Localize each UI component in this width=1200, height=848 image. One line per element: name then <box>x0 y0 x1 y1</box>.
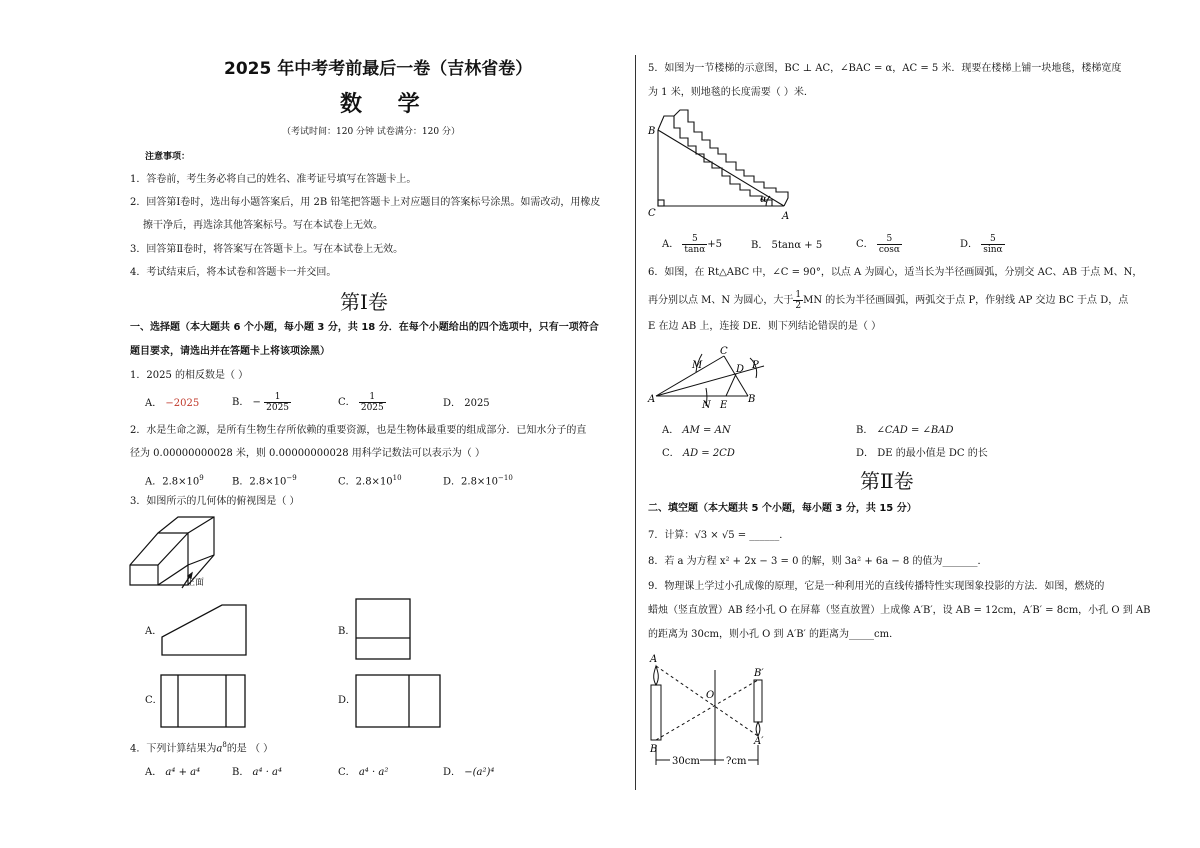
q1-d-value: 2025 <box>464 398 490 409</box>
section2-heading: 二、填空题（本大题共 5 个小题，每小题 3 分，共 15 分） <box>648 503 917 514</box>
q3-option-d-figure[interactable] <box>355 674 445 729</box>
q1-a-value: −2025 <box>165 398 200 409</box>
q5-option-d[interactable]: D． $\frac{5}{\sin\alpha}$ <box>960 234 1003 255</box>
q3-option-d-label[interactable]: D． <box>338 695 357 706</box>
q4-option-c[interactable]: C． a⁴ · a² <box>338 767 389 778</box>
q1-option-c[interactable] <box>338 388 386 418</box>
q3-option-c-label[interactable]: C． <box>145 695 163 706</box>
q6-label-C: C <box>720 346 728 357</box>
q1-b-fraction: $\frac{1}{2025}$ <box>266 392 290 413</box>
q6-stem-line2: 再分别以点 M、N 为圆心，大于 $\frac{1}{2}$ MN 的长为半径画圆弧，两弧交于点 P，作射线 AP 交边 BC 于点 D，点 <box>648 290 1129 311</box>
q9-stem-line1: 9．物理课上学过小孔成像的原理，它是一种利用光的直线传播特性实现图象投影的方法．如图，燃烧的 <box>648 581 1105 592</box>
q5-option-b[interactable]: B． 5tanα + 5 <box>751 240 823 251</box>
q3-option-a-label[interactable]: A． <box>145 626 163 637</box>
q1-d-label: D． <box>443 398 462 409</box>
note-item-1: 1．答卷前，考生务必将自己的姓名、准考证号填写在答题卡上。 <box>130 174 417 185</box>
q9-label-Aprime: A′ <box>754 736 764 747</box>
q6-label-P: P <box>752 360 759 371</box>
note-item-2-cont: 擦干净后，再选涂其他答案标号。写在本试卷上无效。 <box>143 220 383 231</box>
part2-title: 第Ⅱ卷 <box>860 469 914 493</box>
q7-stem: 7．计算：√3 × √5 = ______． <box>648 530 790 541</box>
q1-a-label: A． <box>145 398 163 409</box>
q4-stem: 4．下列计算结果为$a^8$的是 （ ） <box>130 741 274 755</box>
q5-label-B: B <box>648 126 656 137</box>
q5-stairs-figure <box>648 108 808 223</box>
q2-option-c[interactable]: C．$2.8\times 10^{10}$ <box>338 474 402 488</box>
q6-label-B: B <box>748 394 756 405</box>
q2-stem-line1: 2．水是生命之源，是所有生物生存所依赖的重要资源，也是生物体最重要的组成部分．已知水分子的直 <box>130 425 587 436</box>
note-item-3: 3．回答第Ⅱ卷时，将答案写在答题卡上。写在本试卷上无效。 <box>130 244 404 255</box>
section1-line2: 题目要求，请选出并在答题卡上将该项涂黑） <box>130 346 330 357</box>
q6-option-c[interactable]: C． AD = 2CD <box>662 448 735 459</box>
q1-c-fraction: $\frac{1}{2025}$ <box>360 392 384 413</box>
q8-stem: 8．若 a 为方程 x² + 2x − 3 = 0 的解，则 3a² + 6a − 8 的值为_______． <box>648 556 988 567</box>
note-item-4: 4．考试结束后，将本试卷和答题卡一并交回。 <box>130 267 337 278</box>
q9-label-A: A <box>650 654 658 665</box>
column-divider <box>635 55 636 790</box>
q6-label-D: D <box>736 364 745 375</box>
q5-label-alpha: α <box>760 194 767 205</box>
q9-label-O: O <box>706 690 715 701</box>
q4-option-a[interactable]: A． a⁴ + a⁴ <box>145 767 201 778</box>
q2-option-a[interactable]: A．$2.8\times 10^9$ <box>145 474 204 488</box>
q6-stem-line3: E 在边 AB 上，连接 DE．则下列结论错误的是（ ） <box>648 321 882 332</box>
q3-solid-figure <box>128 515 228 590</box>
q9-stem-line3: 的距离为 30cm，则小孔 O 到 A′B′ 的距离为_____cm． <box>648 629 900 640</box>
q1-option-d[interactable] <box>443 397 490 411</box>
subject-title: 数 学 <box>340 92 434 117</box>
exam-info: （考试时间：120 分钟 试卷满分：120 分） <box>282 127 460 137</box>
q9-stem-line2: 蜡烛（竖直放置）AB 经小孔 O 在屏幕（竖直放置）上成像 A′B′，设 AB = 12cm，A′B′ = 8cm，小孔 O 到 AB <box>648 605 1151 616</box>
q6-triangle-figure <box>648 344 778 414</box>
q6-label-N: N <box>702 400 711 411</box>
q3-front-label: 正面 <box>186 578 205 588</box>
q5-label-A: A <box>782 211 790 222</box>
q2-stem-line2: 径为 0.00000000028 米，则 0.00000000028 用科学记数法可以表示为（ ） <box>130 448 485 459</box>
q9-pinhole-figure <box>648 650 808 770</box>
q2-option-b[interactable]: B．$2.8\times 10^{-9}$ <box>232 474 297 488</box>
section1-line1: 一、选择题（本大题共 6 个小题，每小题 3 分，共 18 分．在每个小题给出的四个选项中，只有一项符合 <box>130 322 599 333</box>
q3-stem: 3．如图所示的几何体的俯视图是（ ） <box>130 496 300 507</box>
q3-option-c-figure[interactable] <box>160 674 250 729</box>
q6-option-a[interactable]: A． AM = AN <box>662 425 731 436</box>
q5-label-C: C <box>648 208 656 219</box>
q6-option-b[interactable]: B． ∠CAD = ∠BAD <box>856 425 954 436</box>
q1-c-label: C． <box>338 397 356 408</box>
q6-option-d[interactable]: D． DE 的最小值是 DC 的长 <box>856 448 988 459</box>
q6-stem-line1: 6．如图，在 Rt△ABC 中，∠C = 90°，以点 A 为圆心，适当长为半径画圆弧，分别交 AC、AB 于点 M、N， <box>648 267 1143 278</box>
q2-option-d[interactable]: D．$2.8\times 10^{-10}$ <box>443 474 513 488</box>
q9-dimension-30cm: 30cm <box>672 756 700 767</box>
q1-option-a[interactable] <box>145 397 199 411</box>
q5-stem-line1: 5．如图为一节楼梯的示意图，BC ⊥ AC，∠BAC = α，AC = 5 米．现要在楼梯上铺一块地毯，楼梯宽度 <box>648 63 1122 74</box>
q5-option-c[interactable]: C． $\frac{5}{\cos\alpha}$ <box>856 234 900 255</box>
q6-label-E: E <box>720 400 728 411</box>
q5-option-a[interactable]: A． $\frac{5}{\tan\alpha}$ +5 <box>662 234 723 255</box>
exam-title: 2025 年中考考前最后一卷（吉林省卷） <box>224 59 533 79</box>
q5-stem-line2: 为 1 米，则地毯的长度需要（ ）米． <box>648 87 814 98</box>
q4-option-b[interactable]: B． a⁴ · a⁴ <box>232 767 283 778</box>
note-item-2: 2．回答第Ⅰ卷时，选出每小题答案后，用 2B 铅笔把答题卡上对应题目的答案标号涂黑。如需改动，用橡皮 <box>130 197 601 208</box>
q4-option-d[interactable]: D． −(a²)⁴ <box>443 767 495 778</box>
q6-label-A: A <box>648 394 656 405</box>
q1-b-label: B． <box>232 397 250 408</box>
q6-label-M: M <box>692 360 703 371</box>
q9-label-Bprime: B′ <box>754 668 764 679</box>
q3-option-b-figure[interactable] <box>355 598 415 663</box>
part1-title: 第Ⅰ卷 <box>340 290 388 314</box>
q3-option-a-figure[interactable] <box>160 603 250 658</box>
notes-heading: 注意事项： <box>145 152 191 162</box>
q1-stem: 1．2025 的相反数是（ ） <box>130 370 249 381</box>
q3-option-b-label[interactable]: B． <box>338 626 356 637</box>
q1-option-b[interactable] <box>232 388 291 418</box>
q9-dimension-unknown: ?cm <box>726 756 747 767</box>
q9-label-B: B <box>650 744 658 755</box>
q1-b-sign: − <box>252 397 261 408</box>
